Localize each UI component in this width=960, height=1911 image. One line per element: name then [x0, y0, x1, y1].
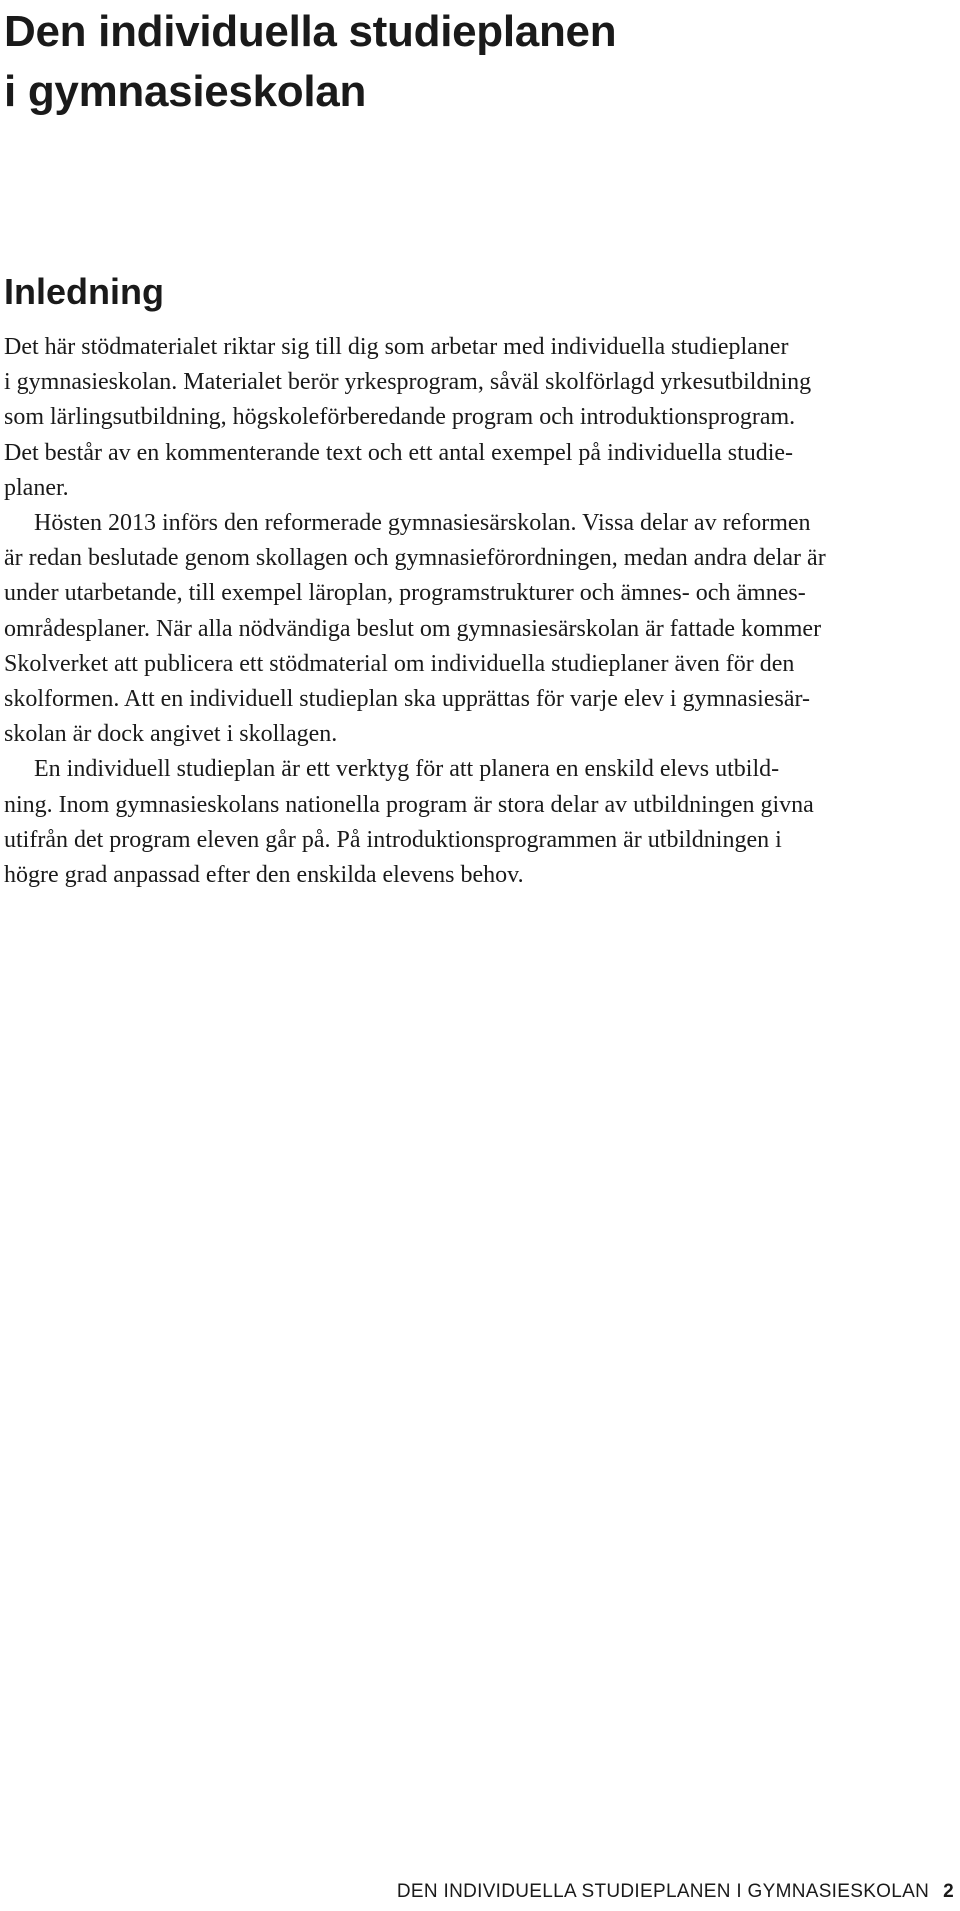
text-line: planer.	[4, 474, 69, 501]
running-title: DEN INDIVIDUELLA STUDIEPLANEN I GYMNASIESKOLAN	[396, 1881, 930, 1902]
text-line: som lärlingsutbildning, högskoleförberedande program och introduktionsprogram.	[4, 404, 796, 431]
page-title-line: Den individuella studieplanen	[4, 7, 617, 56]
text-line: Skolverket att publicera ett stödmaterial om individuella studieplaner även för den	[4, 650, 795, 677]
text-line: Det består av en kommenterande text och ett antal exempel på individuella studie-	[4, 439, 794, 466]
paragraph-gymnasiesarskolan	[4, 506, 954, 752]
text-line: ning. Inom gymnasieskolans nationella program är stora delar av utbildningen givna	[4, 791, 814, 818]
page-number: 2	[943, 1881, 954, 1902]
text-line: skolformen. Att en individuell studieplan ska upprättas för varje elev i gymnasiesär-	[4, 686, 810, 713]
paragraph-studieplan	[4, 752, 954, 893]
page-title-line: i gymnasieskolan	[4, 67, 367, 116]
text-line: är redan beslutade genom skollagen och gymnasieförordningen, medan andra delar är	[4, 545, 826, 572]
text-line: utifrån det program eleven går på. På introduktionsprogrammen är utbildningen i	[4, 826, 782, 853]
text-line: En individuell studieplan är ett verktyg för att planera en enskild elevs utbild-	[34, 756, 780, 783]
body-text	[4, 330, 954, 893]
text-line: Hösten 2013 införs den reformerade gymnasiesärskolan. Vissa delar av reformen	[34, 510, 811, 537]
text-line: i gymnasieskolan. Materialet berör yrkesprogram, såväl skolförlagd yrkesutbildning	[4, 369, 812, 396]
text-line: områdesplaner. När alla nödvändiga beslut om gymnasiesärskolan är fattade kommer	[4, 615, 822, 642]
page-title	[4, 2, 904, 122]
text-line: högre grad anpassad efter den enskilda elevens behov.	[4, 862, 524, 889]
paragraph-intro	[4, 330, 954, 506]
text-line: skolan är dock angivet i skollagen.	[4, 721, 338, 748]
text-line: under utarbetande, till exempel läroplan, programstrukturer och ämnes- och ämnes-	[4, 580, 806, 607]
page-footer	[397, 1880, 954, 1904]
text-line: Det här stödmaterialet riktar sig till dig som arbetar med individuella studieplaner	[4, 334, 789, 360]
section-heading: Inledning	[4, 271, 164, 312]
